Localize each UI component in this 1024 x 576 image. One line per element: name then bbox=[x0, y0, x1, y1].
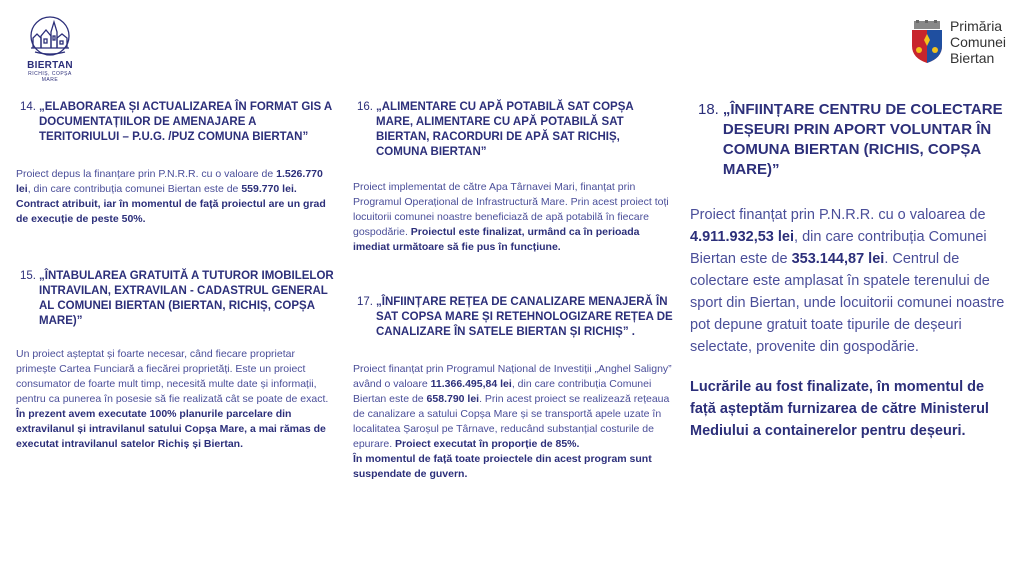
column-middle bbox=[353, 100, 673, 482]
project-number: 14. bbox=[20, 101, 36, 113]
project-description: Un proiect așteptat și foarte necesar, când fiecare proprietar primește Cartea Funciară a fiecărei proprietăți. Este un proiect consumator de foarte mult timp, necesită multe date și informații, pentru ca punerea în posesie să fie realizată cât se poate de exact. În prezent avem executate 100% planurile parcelare din extravilanul și intravilanul satului Copșa Mare, a mai rămas de executat intravilanul satelor Richiș și Biertan. bbox=[16, 348, 329, 450]
project-description: Proiect implementat de către Apa Târnavei Mari, finanțat prin Programul Operațional de Infrastructură Mare. Prin acest proiect toți locuitorii comunei noastre beneficiază de apă potabilă în fiecare gospodărie. Proiectul este finalizat, urmând ca în perioada imediat următoare să fie pus în funcțiune. bbox=[353, 181, 669, 253]
project-number: 16. bbox=[357, 101, 373, 113]
project-title: „ALIMENTARE CU APĂ POTABILĂ SAT COPȘA MARE, ALIMENTARE CU APĂ POTABILĂ SAT BIERTAN, RACORDURI DE APĂ SAT RICHIȘ, COMUNA BIERTAN” bbox=[376, 101, 634, 158]
logo-name: BIERTAN bbox=[27, 60, 73, 71]
logo-line-1: Primăria bbox=[949, 18, 1003, 34]
project-title: „ELABORAREA ȘI ACTUALIZAREA ÎN FORMAT GIS A DOCUMENTAȚIILOR DE AMENAJARE A TERITORIULUI – P.U.G. /PUZ COMUNA BIERTAN” bbox=[39, 101, 332, 143]
project-value: 4.911.932,53 lei bbox=[690, 229, 795, 245]
project-16 bbox=[353, 100, 673, 255]
logo-subtitle: RICHIȘ, COPȘA MARE bbox=[28, 71, 72, 83]
column-right bbox=[690, 100, 1010, 442]
project-number: 18. bbox=[698, 101, 719, 118]
primaria-logo bbox=[910, 18, 1006, 66]
project-value: 1.526.770 lei bbox=[16, 168, 323, 195]
project-contribution: 658.790 lei bbox=[426, 393, 480, 405]
project-status: Contract atribuit, iar în momentul de față proiectul are un grad de execuție de peste 50%. bbox=[16, 198, 326, 225]
project-title: „ÎNTABULAREA GRATUITĂ A TUTUROR IMOBILELOR INTRAVILAN, EXTRAVILAN - CADASTRUL GENERAL AL COMUNEI BIERTAN (BIERTAN, RICHIȘ, COPȘA MARE)” bbox=[39, 270, 334, 327]
project-contribution: 353.144,87 lei bbox=[791, 251, 885, 267]
project-number: 15. bbox=[20, 270, 36, 282]
project-value: 11.366.495,84 lei bbox=[430, 378, 512, 390]
column-left bbox=[16, 100, 338, 452]
project-note: În momentul de față toate proiectele din acest program sunt suspendate de guvern. bbox=[353, 453, 652, 480]
logo-line-2: Comunei bbox=[949, 34, 1006, 50]
logo-line-3: Biertan bbox=[949, 50, 995, 66]
project-title: „ÎNFIINȚARE REȚEA DE CANALIZARE MENAJERĂ ÎN SAT COPSA MARE ȘI RETEHNOLOGIZARE REȚEA DE CANALIZARE ÎN SATELE BIERTAN ȘI RICHIȘ” . bbox=[376, 296, 673, 338]
project-title: „ÎNFIINȚARE CENTRU DE COLECTARE DEȘEURI PRIN APORT VOLUNTAR ÎN COMUNA BIERTAN (RICHIS, COPȘA MARE)” bbox=[722, 101, 1003, 178]
project-18 bbox=[690, 100, 1010, 442]
project-status: Proiect executat în proporție de 85%. bbox=[395, 438, 580, 450]
project-number: 17. bbox=[357, 296, 373, 308]
project-description: Proiect finanțat prin P.N.R.R. cu o valoarea de 4.911.932,53 lei, din care contribuția Comunei Biertan este de 353.144,87 lei. Centrul de colectare este amplasat în spatele terenului de sport din Biertan, unde locuitorii comunei noastre pot depune gratuit toate tipurile de deșeuri selectate, provenite din gospodărie. bbox=[690, 207, 1005, 355]
project-description: Proiect depus la finanțare prin P.N.R.R. cu o valoare de 1.526.770 lei, din care contribuția comunei Biertan este de 559.770 lei. Contract atribuit, iar în momentul de față proiectul are un grad de execuție de peste 50%. bbox=[16, 168, 326, 225]
project-status: În prezent avem executate 100% planurile parcelare din extravilanul și intravilanul satului Copșa Mare, a mai rămas de executat intravilanul satelor Richiș și Biertan. bbox=[16, 408, 326, 450]
biertan-logo bbox=[20, 14, 80, 83]
project-status: Lucrările au fost finalizate, în momentul de față așteptăm furnizarea de către Ministerul Mediului a containerelor pentru deșeuri. bbox=[690, 379, 989, 439]
village-church-icon bbox=[25, 14, 75, 58]
project-17 bbox=[353, 295, 673, 482]
project-contribution: 559.770 lei. bbox=[241, 183, 297, 195]
project-status: Proiectul este finalizat, urmând ca în perioada imediat următoare să fie pus în funcțiune. bbox=[353, 226, 640, 253]
project-14 bbox=[16, 100, 338, 227]
coat-of-arms-icon bbox=[910, 20, 944, 64]
project-description: Proiect finanțat prin Programul Național de Investiții „Anghel Saligny” având o valoare 11.366.495,84 lei, din care contribuția Comunei Biertan este de 658.790 lei. Prin acest proiect se realizează rețeaua de canalizare a satului Copșa Mare și se transportă apele uzate în localitatea Șaroșul pe Târnave, reducând substanțial costurile de epurare. Proiect executat în proporție de 85%. În momentul de față toate proiectele din acest program sunt suspendate de guvern. bbox=[353, 363, 672, 480]
project-15 bbox=[16, 269, 338, 452]
